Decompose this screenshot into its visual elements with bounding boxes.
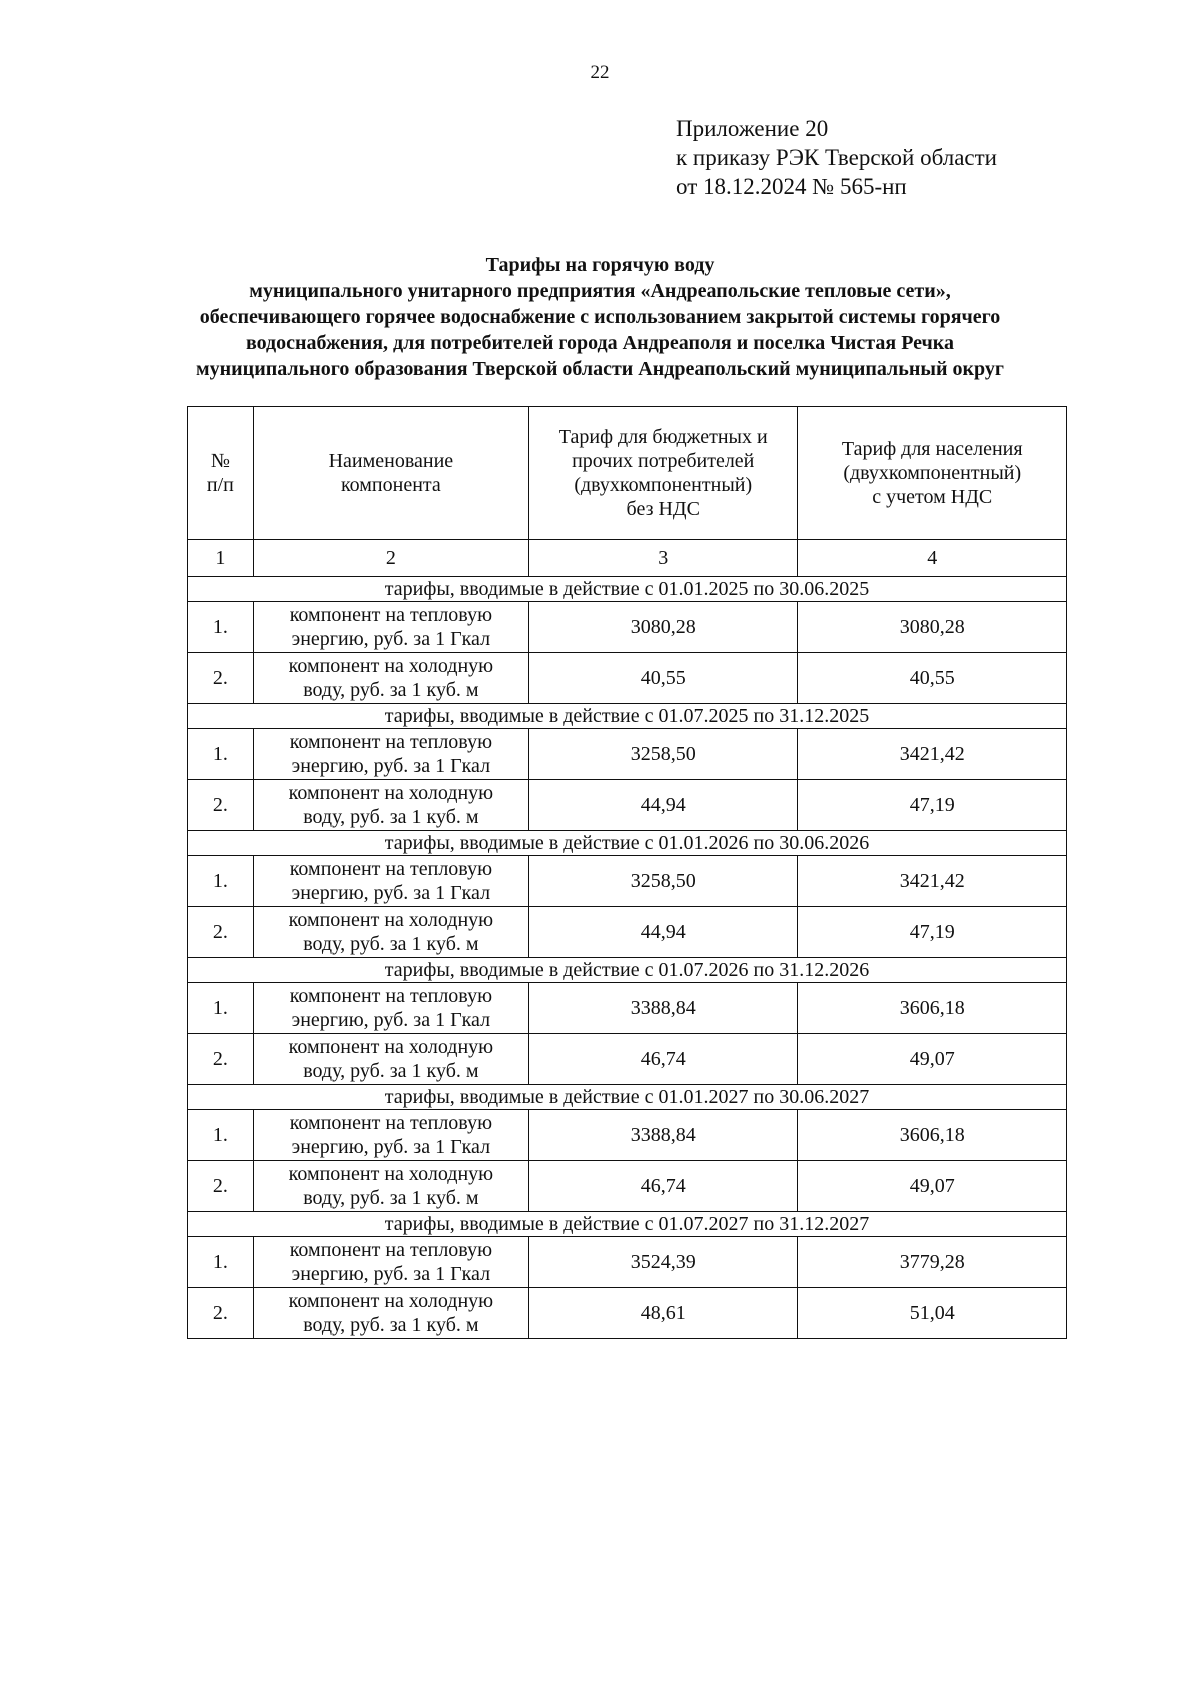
table-row	[188, 1110, 1067, 1161]
row-number: 2.	[188, 1034, 254, 1085]
appendix-line: к приказу РЭК Тверской области	[676, 145, 997, 170]
budget-tariff: 44,94	[529, 780, 798, 831]
component-name-line: воду, руб. за 1 куб. м	[303, 1314, 479, 1336]
row-number: 2.	[188, 907, 254, 958]
population-tariff: 3606,18	[798, 1110, 1067, 1161]
component-name	[253, 1161, 528, 1212]
budget-tariff: 3388,84	[529, 983, 798, 1034]
table-row	[188, 653, 1067, 704]
column-index: 2	[253, 540, 528, 577]
table-row	[188, 1237, 1067, 1288]
component-name-line: компонент на холодную	[288, 1163, 494, 1185]
component-name-line: компонент на тепловую	[289, 858, 493, 880]
population-tariff: 3080,28	[798, 602, 1067, 653]
component-name-line: компонент на тепловую	[289, 985, 493, 1007]
period-row	[188, 704, 1067, 729]
component-name	[253, 602, 528, 653]
period-label: тарифы, вводимые в действие с 01.01.2026 по 30.06.2026	[188, 831, 1067, 856]
component-name	[253, 1237, 528, 1288]
row-number: 1.	[188, 983, 254, 1034]
component-name-line: энергию, руб. за 1 Гкал	[291, 1136, 491, 1158]
period-row	[188, 1085, 1067, 1110]
budget-tariff: 3388,84	[529, 1110, 798, 1161]
component-name-line: воду, руб. за 1 куб. м	[303, 1060, 479, 1082]
component-name-line: энергию, руб. за 1 Гкал	[291, 755, 491, 777]
table-row	[188, 1034, 1067, 1085]
population-tariff: 3421,42	[798, 856, 1067, 907]
budget-tariff: 46,74	[529, 1161, 798, 1212]
page-number: 22	[590, 62, 610, 83]
appendix-line: Приложение 20	[676, 116, 829, 141]
population-tariff: 49,07	[798, 1161, 1067, 1212]
period-row	[188, 831, 1067, 856]
table-header-row	[188, 407, 1067, 540]
population-tariff: 47,19	[798, 780, 1067, 831]
component-name-line: компонент на тепловую	[289, 731, 493, 753]
budget-tariff: 40,55	[529, 653, 798, 704]
population-tariff: 3606,18	[798, 983, 1067, 1034]
period-label: тарифы, вводимые в действие с 01.07.2027 по 31.12.2027	[188, 1212, 1067, 1237]
row-number: 1.	[188, 1237, 254, 1288]
table-row	[188, 1161, 1067, 1212]
table-row	[188, 1288, 1067, 1339]
component-name-line: компонент на тепловую	[289, 1239, 493, 1261]
document-title	[150, 252, 1050, 382]
header-line: (двухкомпонентный)	[574, 474, 753, 496]
component-name-line: компонент на холодную	[288, 782, 494, 804]
component-name-line: энергию, руб. за 1 Гкал	[291, 882, 491, 904]
appendix-reference	[676, 114, 997, 201]
period-row	[188, 1212, 1067, 1237]
header-line: прочих потребителей	[572, 450, 755, 472]
component-name-line: воду, руб. за 1 куб. м	[303, 933, 479, 955]
header-line: (двухкомпонентный)	[843, 462, 1022, 484]
population-tariff: 3779,28	[798, 1237, 1067, 1288]
component-name-line: компонент на тепловую	[289, 604, 493, 626]
header-population	[798, 407, 1067, 540]
budget-tariff: 46,74	[529, 1034, 798, 1085]
component-name	[253, 653, 528, 704]
period-label: тарифы, вводимые в действие с 01.01.2027 по 30.06.2027	[188, 1085, 1067, 1110]
title-line: обеспечивающего горячее водоснабжение с использованием закрытой системы горячего	[199, 306, 1001, 328]
row-number: 1.	[188, 602, 254, 653]
header-line: компонента	[340, 474, 441, 496]
component-name-line: энергию, руб. за 1 Гкал	[291, 1009, 491, 1031]
tariff-table	[187, 406, 1067, 1339]
budget-tariff: 44,94	[529, 907, 798, 958]
table-row	[188, 907, 1067, 958]
component-name-line: воду, руб. за 1 куб. м	[303, 806, 479, 828]
header-line: Тариф для населения	[841, 438, 1023, 460]
period-row	[188, 958, 1067, 983]
column-index: 1	[188, 540, 254, 577]
row-number: 2.	[188, 1288, 254, 1339]
component-name	[253, 983, 528, 1034]
row-number: 2.	[188, 1161, 254, 1212]
header-num	[188, 407, 254, 540]
row-number: 2.	[188, 780, 254, 831]
table-body	[188, 577, 1067, 1339]
row-number: 1.	[188, 1110, 254, 1161]
appendix-line: от 18.12.2024 № 565-нп	[676, 174, 907, 199]
table-row	[188, 856, 1067, 907]
header-line: Наименование	[328, 450, 454, 472]
column-index-row	[188, 540, 1067, 577]
header-budget	[529, 407, 798, 540]
table-row	[188, 780, 1067, 831]
component-name	[253, 1110, 528, 1161]
row-number: 1.	[188, 729, 254, 780]
title-line: муниципального образования Тверской области Андреапольский муниципальный округ	[196, 358, 1004, 380]
budget-tariff: 48,61	[529, 1288, 798, 1339]
header-line: №	[210, 450, 230, 472]
budget-tariff: 3080,28	[529, 602, 798, 653]
title-line: Тарифы на горячую воду	[485, 254, 715, 276]
component-name	[253, 907, 528, 958]
component-name	[253, 1034, 528, 1085]
row-number: 1.	[188, 856, 254, 907]
period-label: тарифы, вводимые в действие с 01.07.2026 по 31.12.2026	[188, 958, 1067, 983]
header-line: Тариф для бюджетных и	[558, 426, 768, 448]
header-name	[253, 407, 528, 540]
population-tariff: 47,19	[798, 907, 1067, 958]
header-line: с учетом НДС	[872, 486, 993, 508]
component-name-line: энергию, руб. за 1 Гкал	[291, 628, 491, 650]
population-tariff: 3421,42	[798, 729, 1067, 780]
header-line: без НДС	[626, 498, 700, 520]
table-row	[188, 602, 1067, 653]
population-tariff: 51,04	[798, 1288, 1067, 1339]
component-name-line: компонент на холодную	[288, 909, 494, 931]
budget-tariff: 3258,50	[529, 729, 798, 780]
header-line: п/п	[206, 474, 234, 496]
period-label: тарифы, вводимые в действие с 01.07.2025 по 31.12.2025	[188, 704, 1067, 729]
budget-tariff: 3524,39	[529, 1237, 798, 1288]
column-index: 4	[798, 540, 1067, 577]
component-name	[253, 729, 528, 780]
period-row	[188, 577, 1067, 602]
component-name	[253, 856, 528, 907]
component-name-line: компонент на холодную	[288, 655, 494, 677]
row-number: 2.	[188, 653, 254, 704]
title-line: водоснабжения, для потребителей города Андреаполя и поселка Чистая Речка	[245, 332, 955, 354]
table-row	[188, 983, 1067, 1034]
population-tariff: 40,55	[798, 653, 1067, 704]
component-name-line: компонент на холодную	[288, 1036, 494, 1058]
component-name-line: компонент на тепловую	[289, 1112, 493, 1134]
component-name	[253, 1288, 528, 1339]
budget-tariff: 3258,50	[529, 856, 798, 907]
table-row	[188, 729, 1067, 780]
period-label: тарифы, вводимые в действие с 01.01.2025 по 30.06.2025	[188, 577, 1067, 602]
population-tariff: 49,07	[798, 1034, 1067, 1085]
component-name-line: воду, руб. за 1 куб. м	[303, 1187, 479, 1209]
title-line: муниципального унитарного предприятия «Андреапольские тепловые сети»,	[249, 280, 951, 302]
column-index: 3	[529, 540, 798, 577]
component-name-line: воду, руб. за 1 куб. м	[303, 679, 479, 701]
component-name-line: компонент на холодную	[288, 1290, 494, 1312]
component-name	[253, 780, 528, 831]
component-name-line: энергию, руб. за 1 Гкал	[291, 1263, 491, 1285]
